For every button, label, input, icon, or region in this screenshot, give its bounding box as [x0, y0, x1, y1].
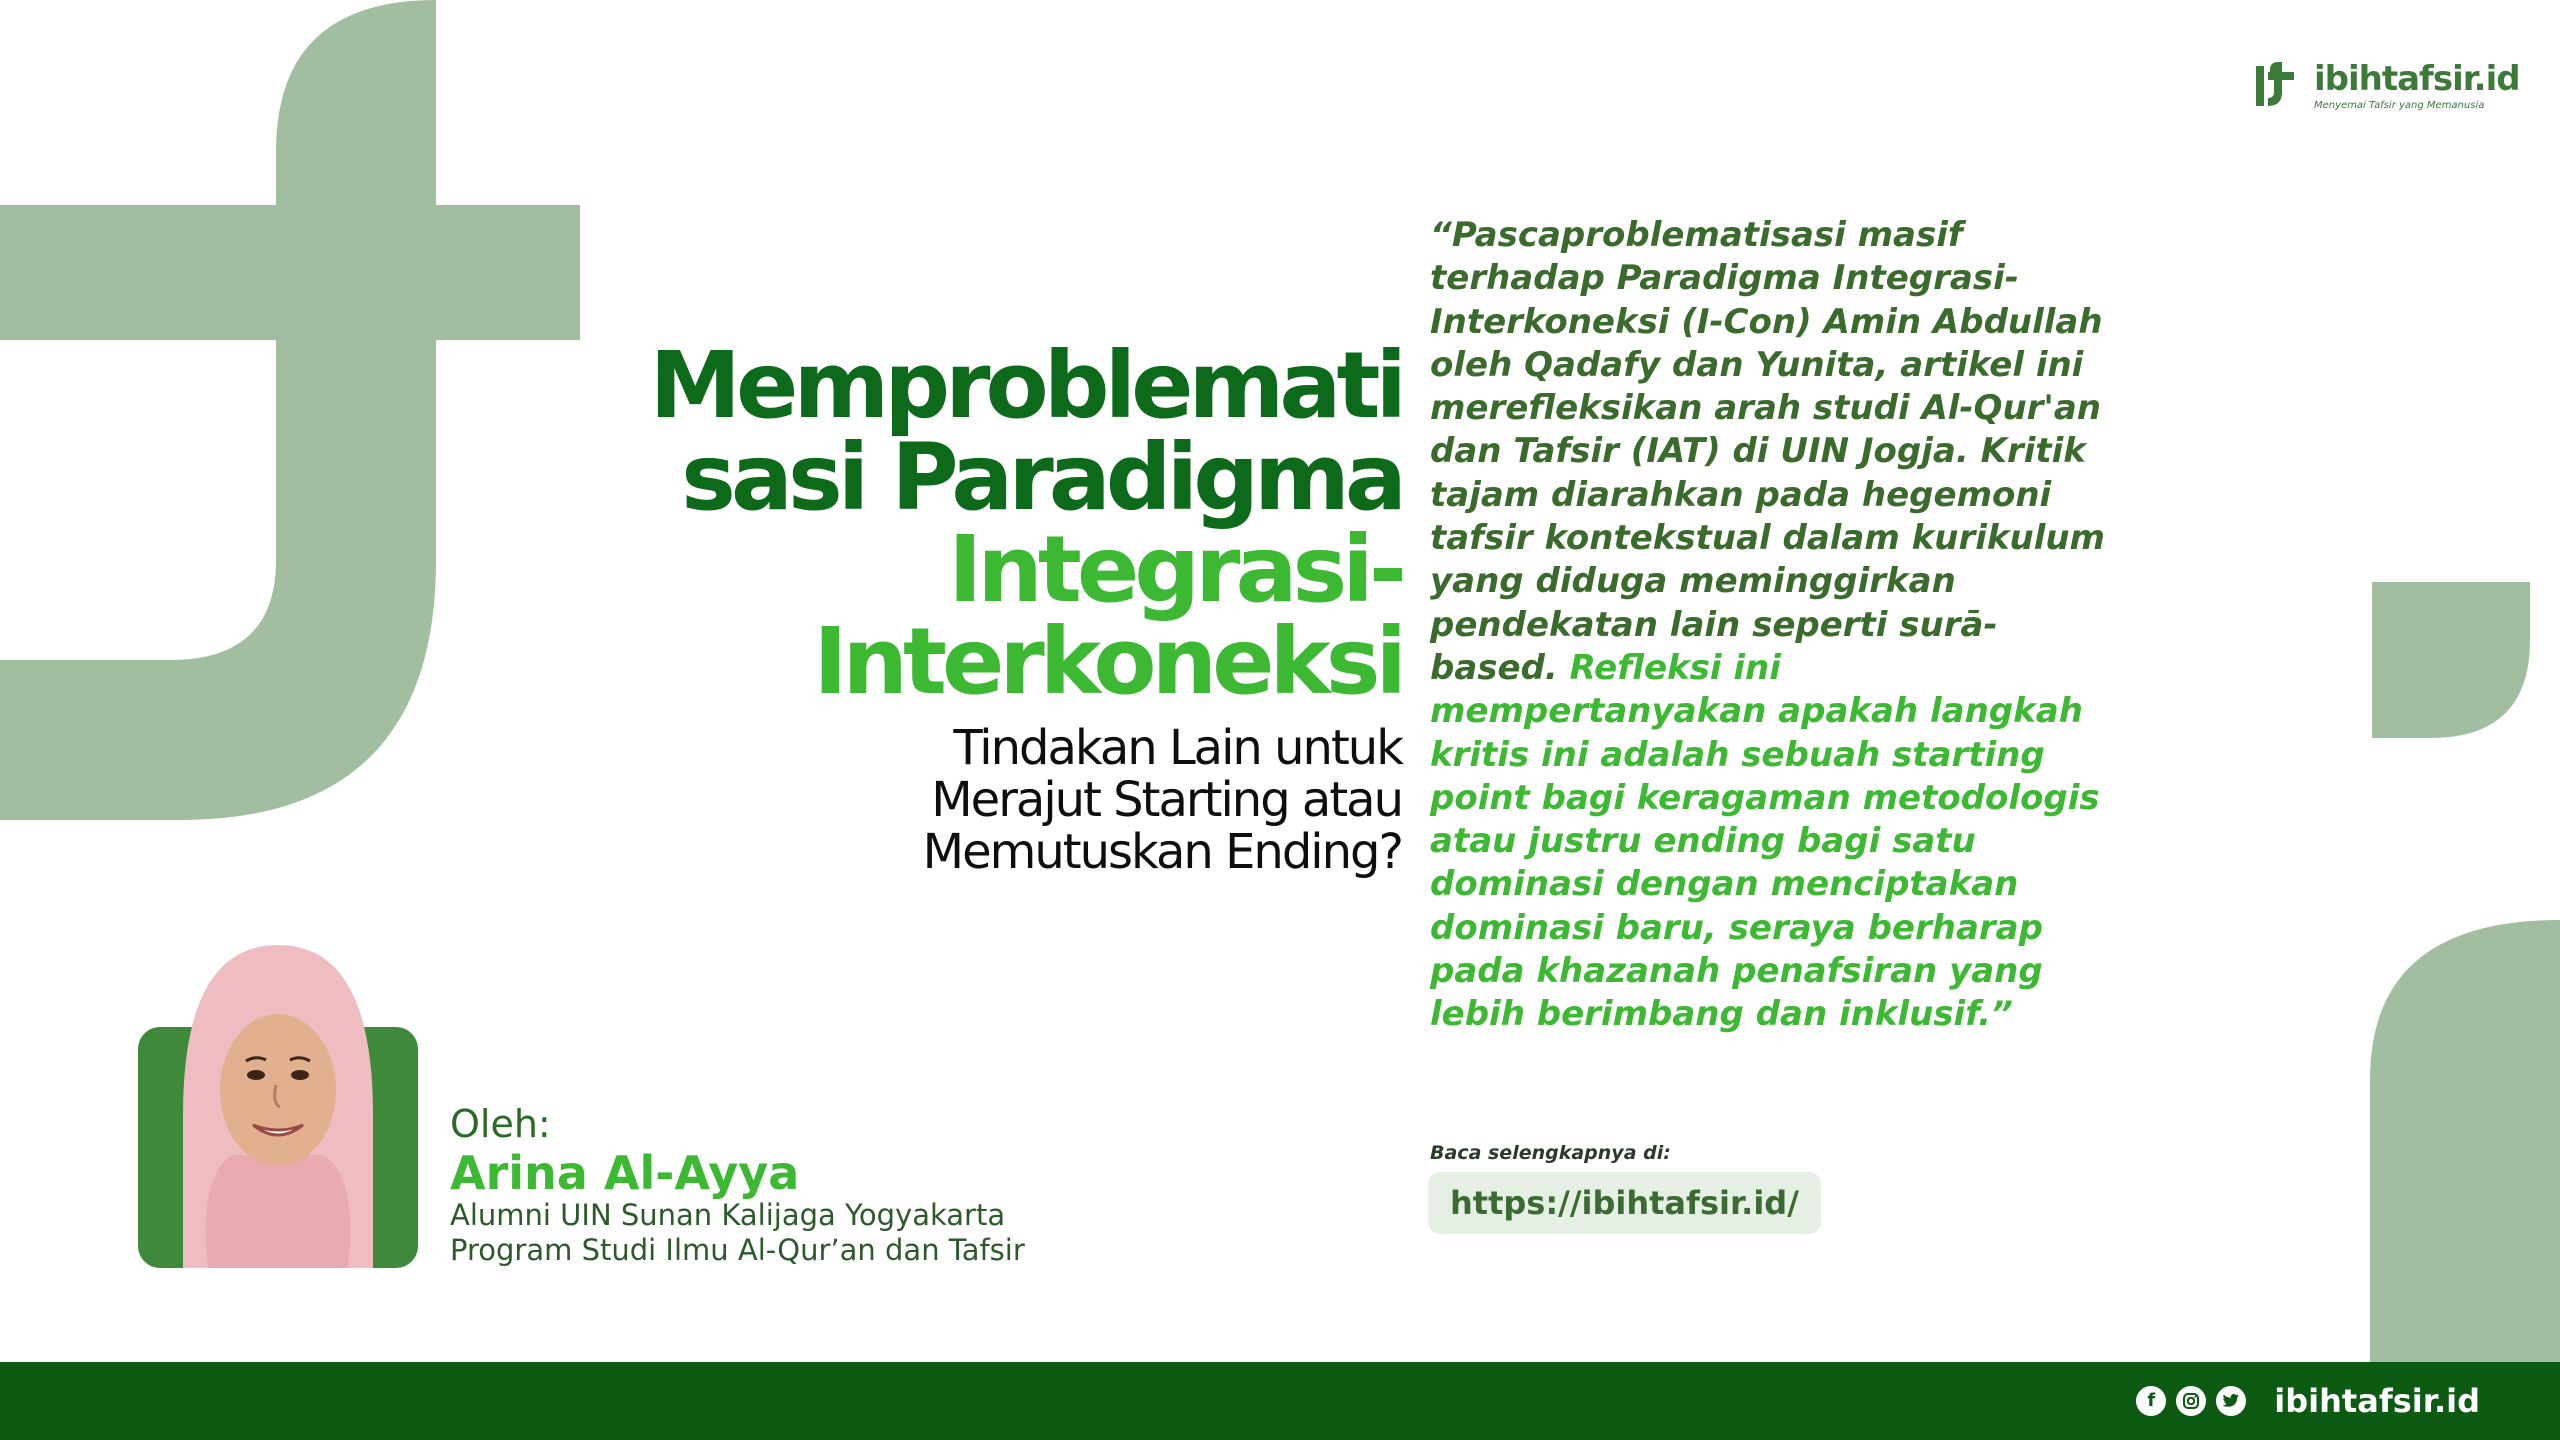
headline-line-1: Memproblemati [649, 332, 1402, 439]
subtitle-line-2: Merajut Starting atau [931, 772, 1402, 828]
footer-site-name[interactable]: ibihtafsir.id [2274, 1382, 2480, 1420]
brand-logo-icon [2250, 60, 2302, 112]
author-desc-line-1: Alumni UIN Sunan Kalijaga Yogyakarta [450, 1198, 1006, 1232]
headline-line-2: sasi Paradigma [681, 424, 1402, 531]
social-links [2136, 1362, 2480, 1440]
read-more-label: Baca selengkapnya di: [1430, 1142, 1671, 1164]
subtitle [602, 722, 1402, 878]
author-name: Arina Al-Ayya [450, 1146, 800, 1200]
author-photo [138, 935, 418, 1268]
headline-line-3: Integrasi- [948, 516, 1402, 623]
headline-line-4: Interkoneksi [813, 608, 1402, 715]
decor-shape-left-stem [0, 0, 580, 820]
subtitle-line-1: Tindakan Lain untuk [953, 720, 1402, 776]
instagram-icon[interactable] [2176, 1386, 2206, 1416]
author-description [450, 1198, 1025, 1268]
article-quote [1430, 214, 2110, 1037]
decor-shape-right-stem [2370, 920, 2560, 1362]
author-desc-line-2: Program Studi Ilmu Al-Qur’an dan Tafsir [450, 1233, 1025, 1267]
brand-logo[interactable] [2250, 60, 2520, 112]
quote-part-2: Refleksi ini mempertanyakan apakah langkah kritis ini adalah sebuah starting point bagi keragaman metodologis atau justru ending bagi satu dominasi dengan menciptakan dominasi baru, seraya berharap pada khazanah penafsiran yang lebih berimbang dan inklusif.” [1430, 647, 2100, 1035]
article-link[interactable]: https://ibihtafsir.id/ [1428, 1172, 1821, 1234]
brand-name: ibihtafsir.id [2314, 58, 2520, 99]
footer-bar [0, 1362, 2560, 1440]
facebook-icon[interactable]: f [2136, 1386, 2166, 1416]
brand-tagline: Menyemai Tafsir yang Memanusia [2314, 99, 2485, 111]
quote-part-1: “Pascaproblematisasi masif terhadap Paradigma Integrasi-Interkoneksi (I-Con) Amin Abdullah oleh Qadafy dan Yunita, artikel ini merefleksikan arah studi Al-Qur'an dan Tafsir (IAT) di UIN Jogja. Kritik tajam diarahkan pada hegemoni tafsir kontekstual dalam kurikulum yang diduga meminggirkan pendekatan lain seperti surā-based. [1430, 215, 2105, 688]
twitter-icon[interactable] [2216, 1386, 2246, 1416]
author-prefix: Oleh: [450, 1102, 551, 1146]
headline-block [602, 332, 1402, 880]
subtitle-line-3: Memutuskan Ending? [922, 824, 1402, 880]
decor-shape-right-leaf [2372, 582, 2530, 738]
